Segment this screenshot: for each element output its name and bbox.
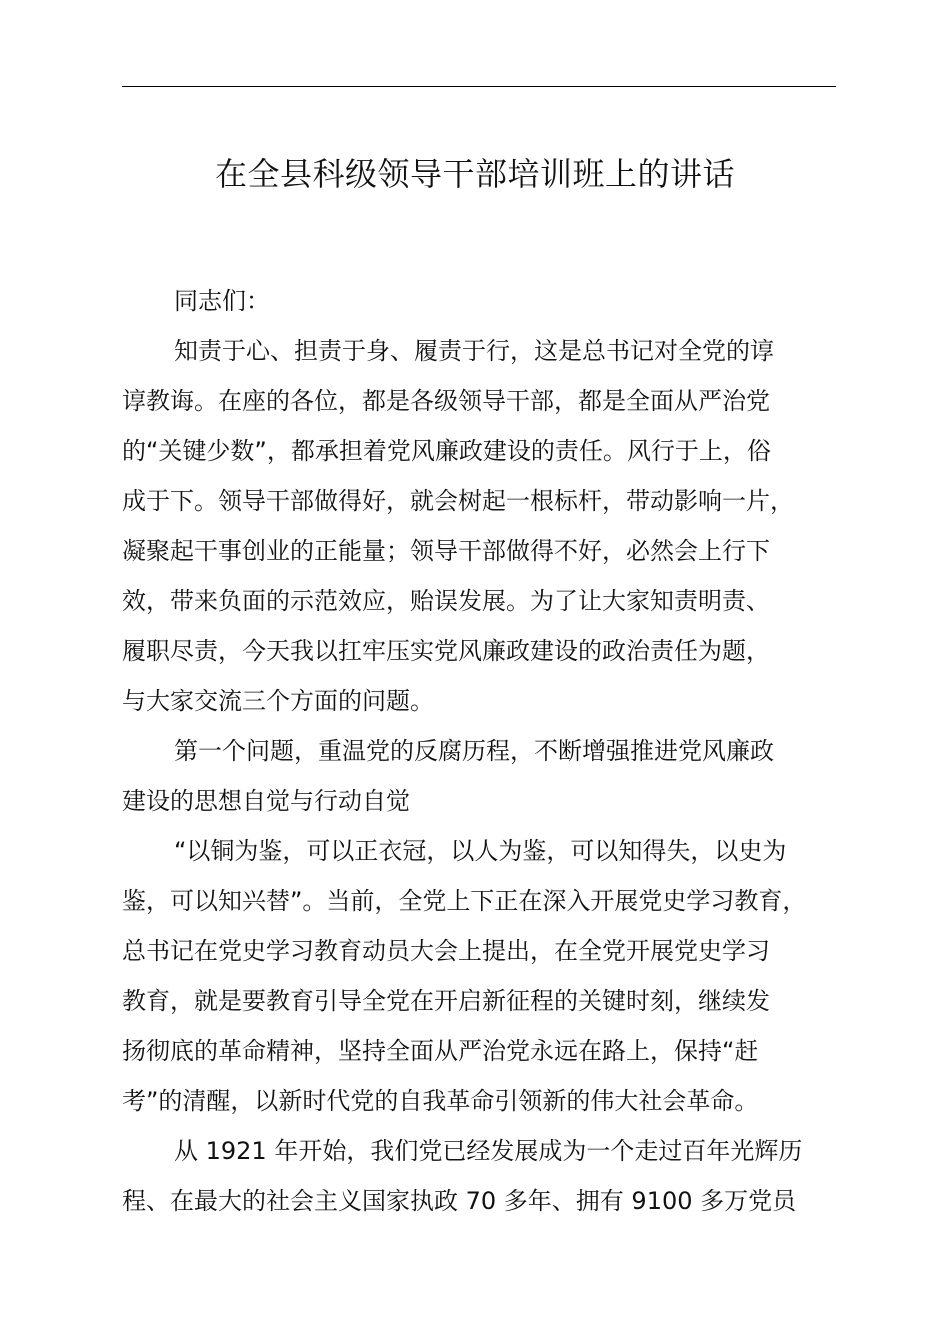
paragraph-line: 知责于心、担责于身、履责于行，这是总书记对全党的谆 — [174, 337, 774, 365]
paragraph-line: 总书记在党史学习教育动员大会上提出，在全党开展党史学习 — [122, 937, 770, 965]
document-body — [122, 276, 836, 1226]
section-heading-line: 建设的思想自觉与行动自觉 — [122, 787, 410, 815]
paragraph-line: 教育，就是要教育引导全党在开启新征程的关键时刻，继续发 — [122, 987, 770, 1015]
section-heading-line: 第一个问题，重温党的反腐历程，不断增强推进党风廉政 — [174, 737, 774, 765]
paragraph-line: 成于下。领导干部做得好，就会树起一根标杆，带动影响一片， — [122, 487, 794, 515]
paragraph-line: 与大家交流三个方面的问题。 — [122, 687, 434, 715]
paragraph-line: 考”的清醒，以新时代党的自我革命引领新的伟大社会革命。 — [122, 1087, 759, 1115]
paragraph-line: 的“关键少数”，都承担着党风廉政建设的责任。风行于上，俗 — [122, 437, 771, 465]
paragraph-line: “以铜为鉴，可以正衣冠，以人为鉴，可以知得失，以史为 — [174, 837, 787, 865]
paragraph-line: 效，带来负面的示范效应，贻误发展。为了让大家知责明责、 — [122, 587, 770, 615]
paragraph-line: 从 1921 年开始，我们党已经发展成为一个走过百年光辉历 — [174, 1137, 803, 1165]
paragraph-line: 履职尽责，今天我以扛牢压实党风廉政建设的政治责任为题， — [122, 637, 770, 665]
header-rule — [122, 86, 836, 87]
paragraph-line: 鉴，可以知兴替”。当前，全党上下正在深入开展党史学习教育， — [122, 887, 807, 915]
paragraph-line: 扬彻底的革命精神，坚持全面从严治党永远在路上，保持“赶 — [122, 1037, 759, 1065]
salutation: 同志们： — [174, 287, 270, 315]
paragraph-line: 谆教诲。在座的各位，都是各级领导干部，都是全面从严治党 — [122, 387, 770, 415]
document-title: 在全县科级领导干部培训班上的讲话 — [214, 155, 735, 193]
paragraph-line: 程、在最大的社会主义国家执政 70 多年、拥有 9100 多万党员 — [122, 1187, 797, 1215]
paragraph-line: 凝聚起干事创业的正能量；领导干部做得不好，必然会上行下 — [122, 537, 770, 565]
